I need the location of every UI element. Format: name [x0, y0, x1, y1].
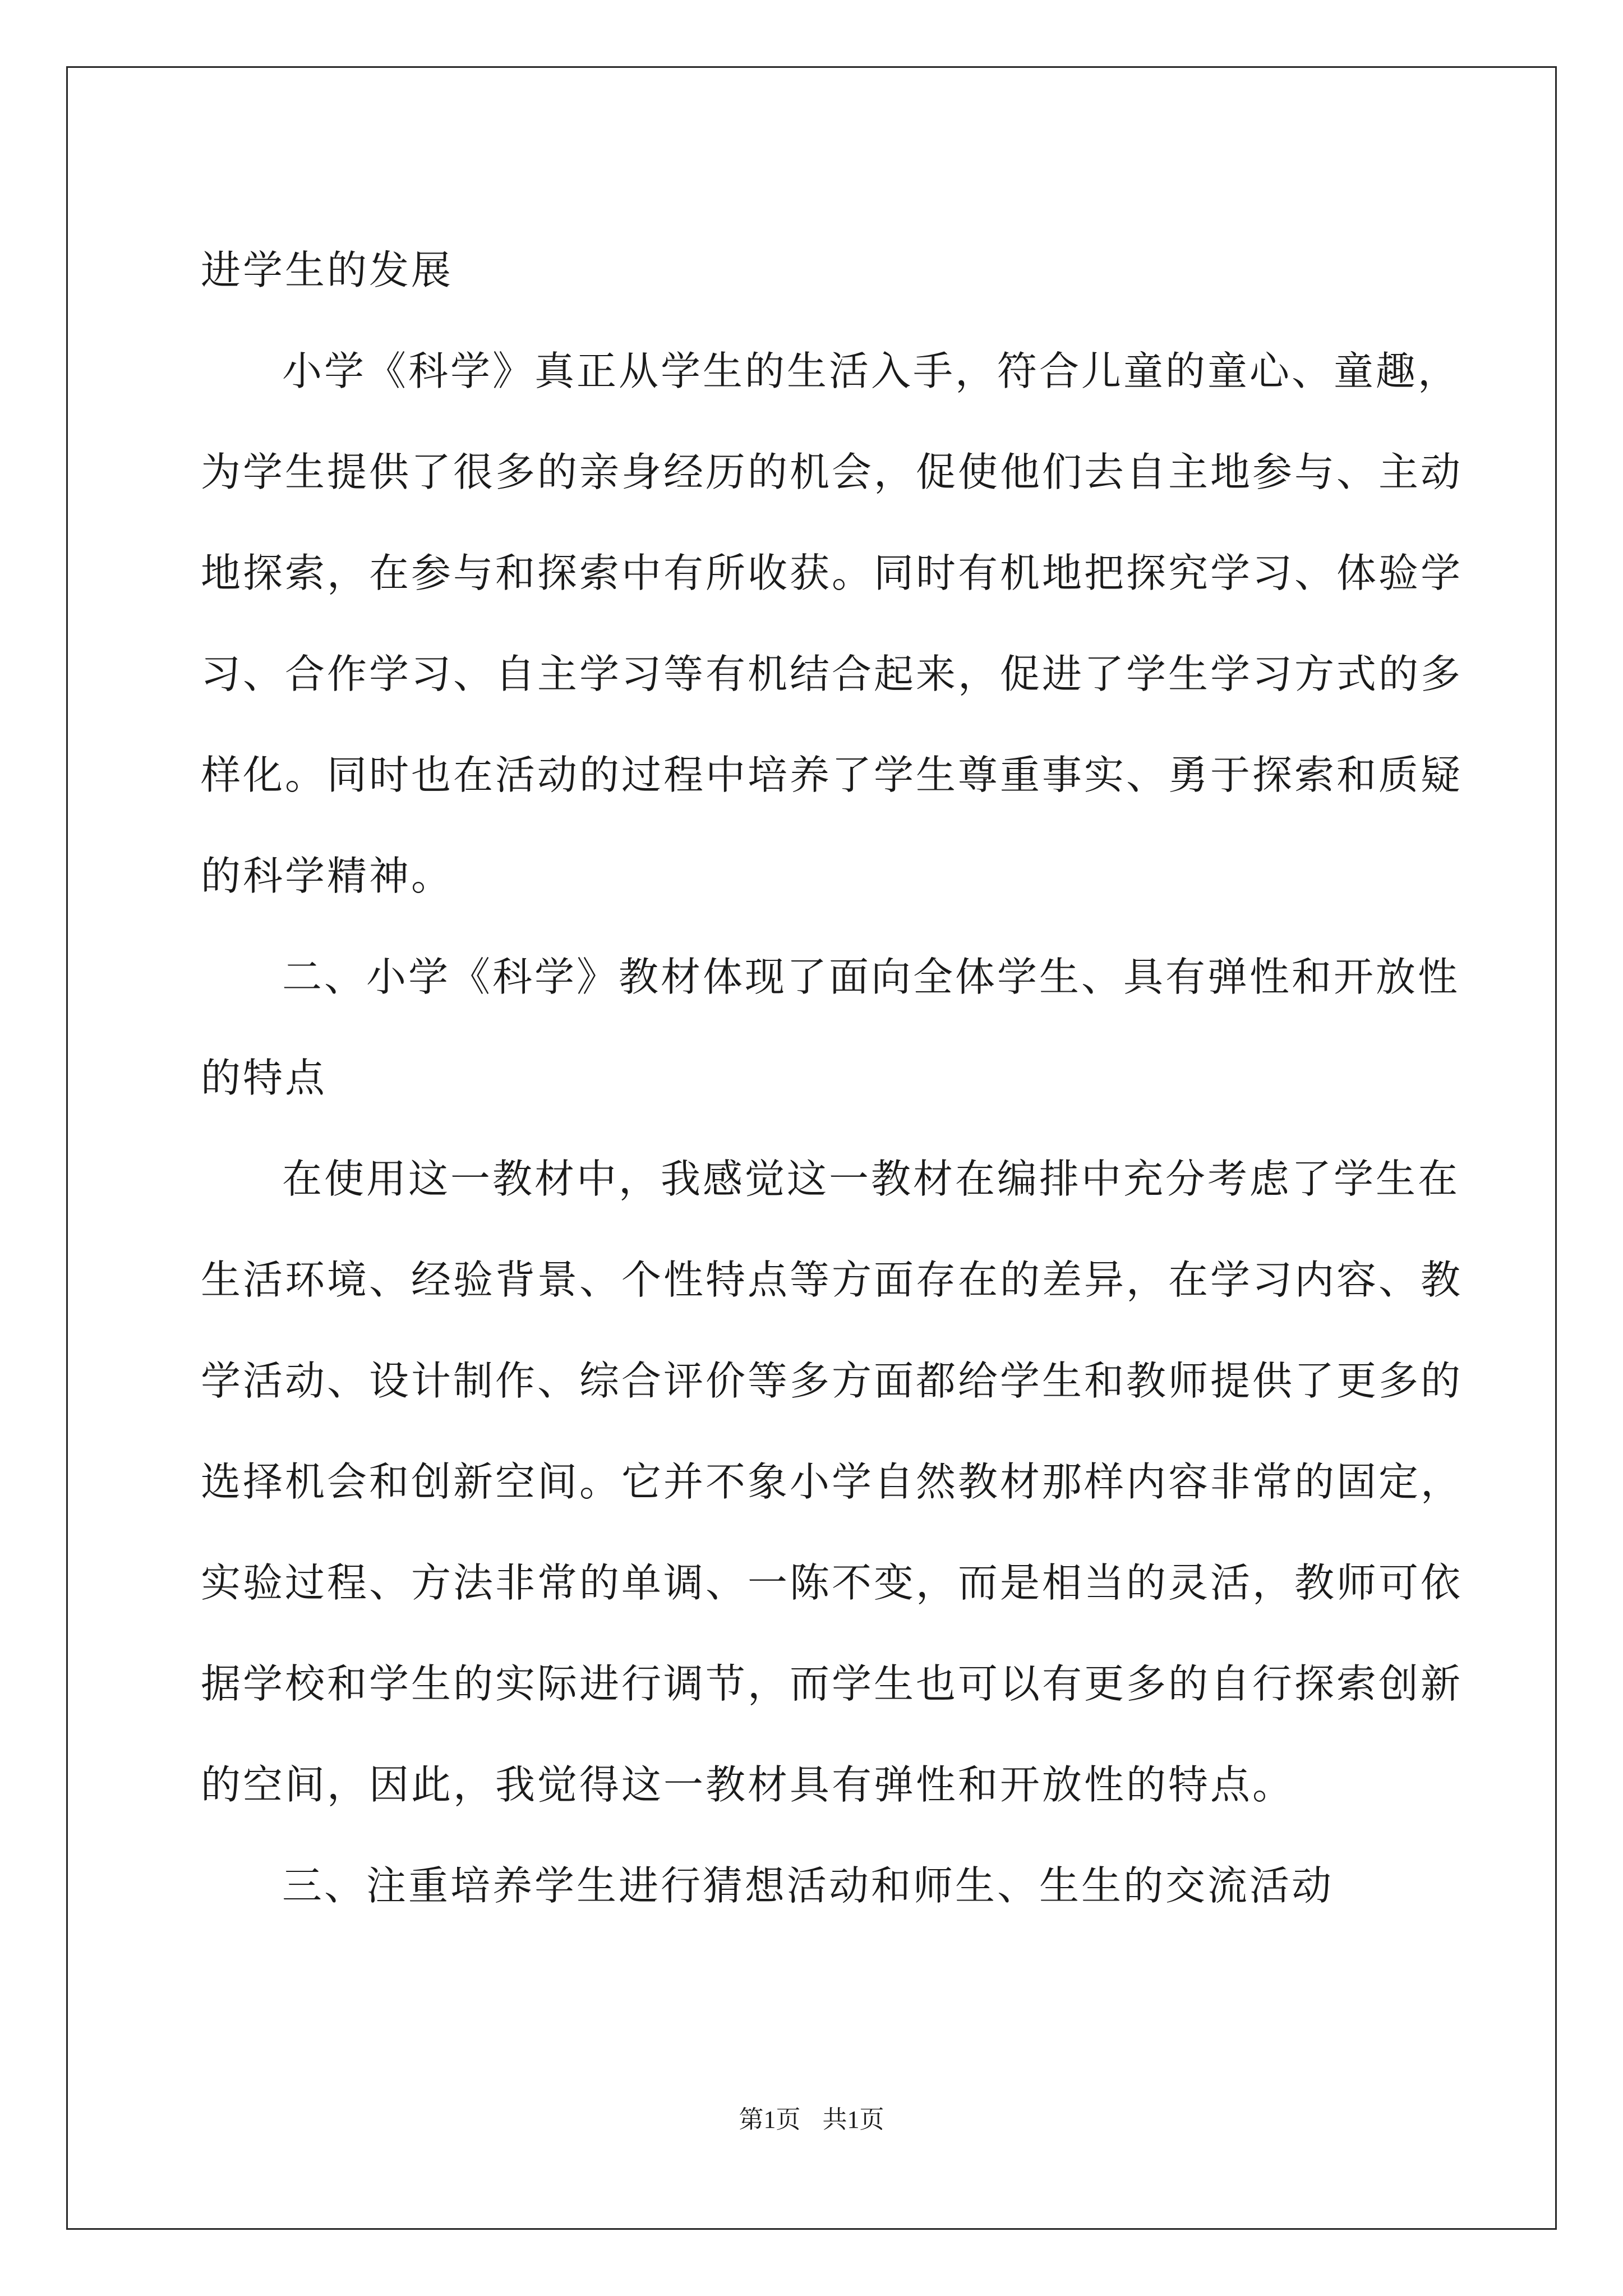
text-line: 样化。同时也在活动的过程中培养了学生尊重事实、勇于探索和质疑 — [201, 752, 1463, 798]
text-line: 习、合作学习、自主学习等有机结合起来，促进了学生学习方式的多 — [201, 651, 1463, 697]
page-total: 共1页 — [822, 2106, 884, 2133]
text-line: 的特点 — [201, 1055, 328, 1101]
text-line: 为学生提供了很多的亲身经历的机会，促使他们去自主地参与、主动 — [201, 449, 1463, 495]
text-line: 进学生的发展 — [201, 247, 454, 293]
page-footer — [0, 2099, 1623, 2135]
text-line: 据学校和学生的实际进行调节，而学生也可以有更多的自行探索创新 — [201, 1660, 1463, 1707]
paragraph — [201, 1129, 1463, 1835]
text-line: 生活环境、经验背景、个性特点等方面存在的差异，在学习内容、教 — [201, 1257, 1463, 1303]
text-line: 的空间，因此，我觉得这一教材具有弹性和开放性的特点。 — [201, 1761, 1295, 1808]
text-line: 小学《科学》真正从学生的生活入手，符合儿童的童心、童趣， — [282, 348, 1460, 394]
text-line: 二、小学《科学》教材体现了面向全体学生、具有弹性和开放性 — [282, 954, 1460, 1000]
page-number: 第1页 — [739, 2106, 801, 2133]
text-line: 实验过程、方法非常的单调、一陈不变，而是相当的灵活，教师可依 — [201, 1559, 1463, 1606]
text-line: 在使用这一教材中，我感觉这一教材在编排中充分考虑了学生在 — [282, 1156, 1460, 1202]
paragraph — [201, 220, 1435, 321]
text-line: 的科学精神。 — [201, 853, 454, 899]
text-line: 三、注重培养学生进行猜想活动和师生、生生的交流活动 — [282, 1862, 1334, 1909]
text-line: 学活动、设计制作、综合评价等多方面都给学生和教师提供了更多的 — [201, 1358, 1463, 1404]
text-line: 选择机会和创新空间。它并不象小学自然教材那样内容非常的固定， — [201, 1458, 1463, 1505]
document-body — [201, 220, 1463, 1936]
paragraph — [201, 927, 1460, 1129]
text-line: 地探索，在参与和探索中有所收获。同时有机地把探究学习、体验学 — [201, 550, 1463, 596]
paragraph — [201, 1835, 1435, 1936]
paragraph — [201, 321, 1463, 927]
